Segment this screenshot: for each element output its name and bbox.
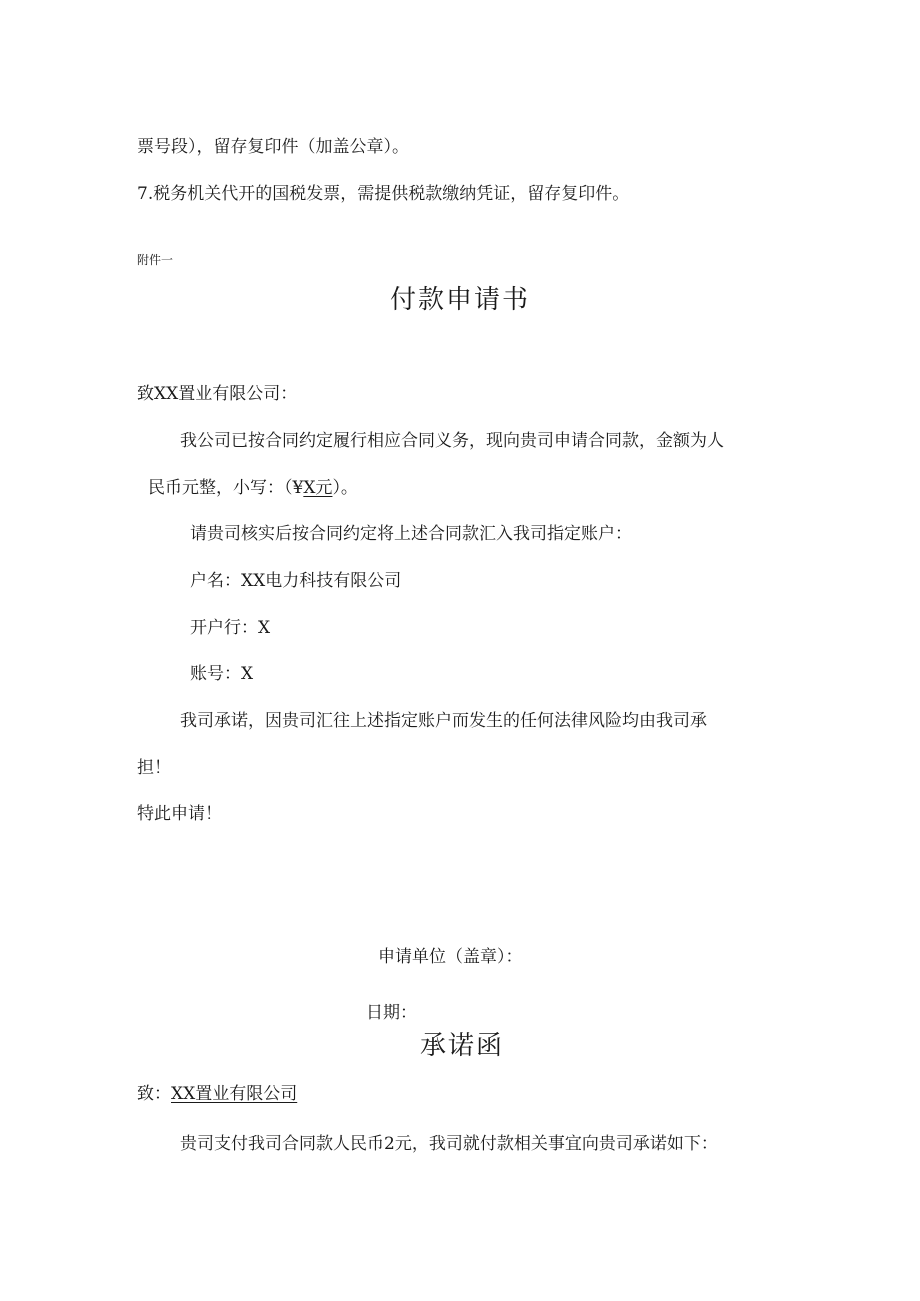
- commitment-letter-title: 承诺函: [420, 1031, 505, 1061]
- commitment-letter-addressee: [137, 1083, 297, 1105]
- addressee-prefix: 致：: [137, 1084, 171, 1104]
- commitment-letter-body-line-1: 贵司支付我司合同款人民币2元，我司就付款相关事宜向贵司承诺如下：: [180, 1134, 718, 1154]
- date-field: 日期：: [366, 1003, 417, 1023]
- body-line-2-suffix: ）。: [332, 478, 358, 498]
- account-number: 账号：X: [190, 664, 254, 684]
- payment-request-addressee: 致XX置业有限公司：: [137, 384, 298, 404]
- commitment-line-2: 担！: [137, 758, 171, 778]
- payment-request-body-line-2: [148, 477, 358, 499]
- payment-instruction: 请贵司核实后按合同约定将上述合同款汇入我司指定账户：: [190, 524, 632, 544]
- attachment-label: 附件一: [137, 253, 174, 267]
- body-line-2-prefix: 民币元整，小写：（¥: [148, 478, 304, 498]
- closing-phrase: 特此申请！: [137, 804, 222, 824]
- bank-name: 开户行：X: [190, 618, 271, 638]
- prev-section-line-2: 7.税务机关代开的国税发票，需提供税款缴纳凭证，留存复印件。: [137, 184, 630, 204]
- account-name: 户名：XX电力科技有限公司: [190, 571, 402, 591]
- commitment-line-1: 我司承诺，因贵司汇往上述指定账户而发生的任何法律风险均由我司承: [180, 711, 707, 731]
- addressee-company: XX置业有限公司: [171, 1084, 298, 1104]
- applicant-signature: 申请单位（盖章）：: [378, 947, 523, 967]
- payment-request-body-line-1: 我公司已按合同约定履行相应合同义务，现向贵司申请合同款，金额为人: [180, 431, 724, 451]
- amount-lowercase: X元: [303, 478, 333, 498]
- prev-section-line-1: 票号段），留存复印件（加盖公章）。: [137, 137, 409, 157]
- payment-request-title: 付款申请书: [390, 285, 531, 315]
